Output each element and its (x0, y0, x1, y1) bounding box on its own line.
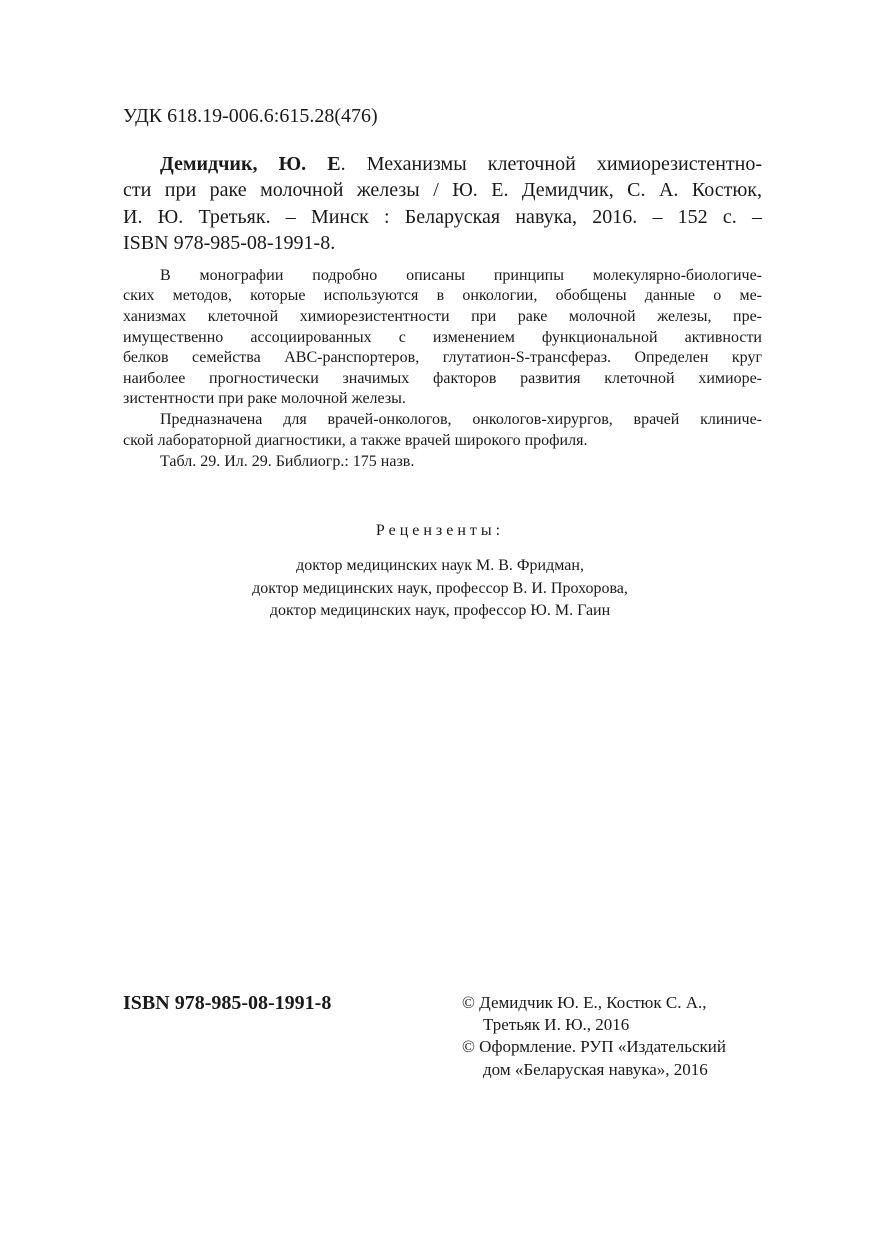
abstract-line: В монографии подробно описаны принципы молекулярно-биологиче- (160, 267, 762, 284)
isbn: ISBN 978-985-08-1991-8 (123, 992, 332, 1014)
audience-line: Предназначена для врачей-онкологов, онкологов-хирургов, врачей клиниче- (160, 411, 762, 428)
citation-line: И. Ю. Третьяк. – Минск : Беларуская навука, 2016. – 152 с. – (123, 206, 762, 228)
citation-line: сти при раке молочной железы / Ю. Е. Демидчик, С. А. Костюк, (123, 179, 762, 201)
reviewer: доктор медицинских наук, профессор Ю. М. Гаин (269, 602, 611, 619)
citation-line: ISBN 978-985-08-1991-8. (123, 232, 336, 254)
abstract-line: зистентности при раке молочной железы. (123, 390, 406, 407)
abstract-line: ханизмах клеточной химиорезистентности при раке молочной железы, пре- (123, 308, 762, 325)
reviewers-heading: Рецензенты: (375, 522, 505, 539)
reviewer: доктор медицинских наук, профессор В. И. Прохорова, (252, 580, 628, 597)
abstract-line: ских методов, которые используются в онкологии, обобщены данные о ме- (123, 287, 762, 304)
reviewer: доктор медицинских наук М. В. Фридман, (296, 557, 584, 574)
audience-line: ской лабораторной диагностики, а также врачей широкого профиля. (123, 432, 588, 449)
stats-line: Табл. 29. Ил. 29. Библиогр.: 175 назв. (160, 453, 415, 470)
copyright-line: © Демидчик Ю. Е., Костюк С. А., (462, 993, 707, 1012)
abstract-line: наиболее прогностически значимых факторов развития клеточной химиоре- (123, 370, 762, 387)
copyright-line: Третьяк И. Ю., 2016 (483, 1015, 630, 1034)
citation-text: . Механизмы клеточной химиорезистентно- (340, 153, 762, 175)
abstract-line: белков семейства АВС-ранспортеров, глутатион-S-трансфераз. Определен круг (123, 349, 762, 366)
citation-line-1 (160, 154, 762, 174)
copyright-line: дом «Беларуская навука», 2016 (483, 1060, 708, 1079)
citation-author: Демидчик, Ю. Е (160, 153, 341, 175)
udc-code: УДК 618.19-006.6:615.28(476) (123, 105, 378, 127)
abstract-line: имущественно ассоциированных с изменением функциональной активности (123, 329, 762, 346)
copyright-line: © Оформление. РУП «Издательский (462, 1037, 726, 1056)
